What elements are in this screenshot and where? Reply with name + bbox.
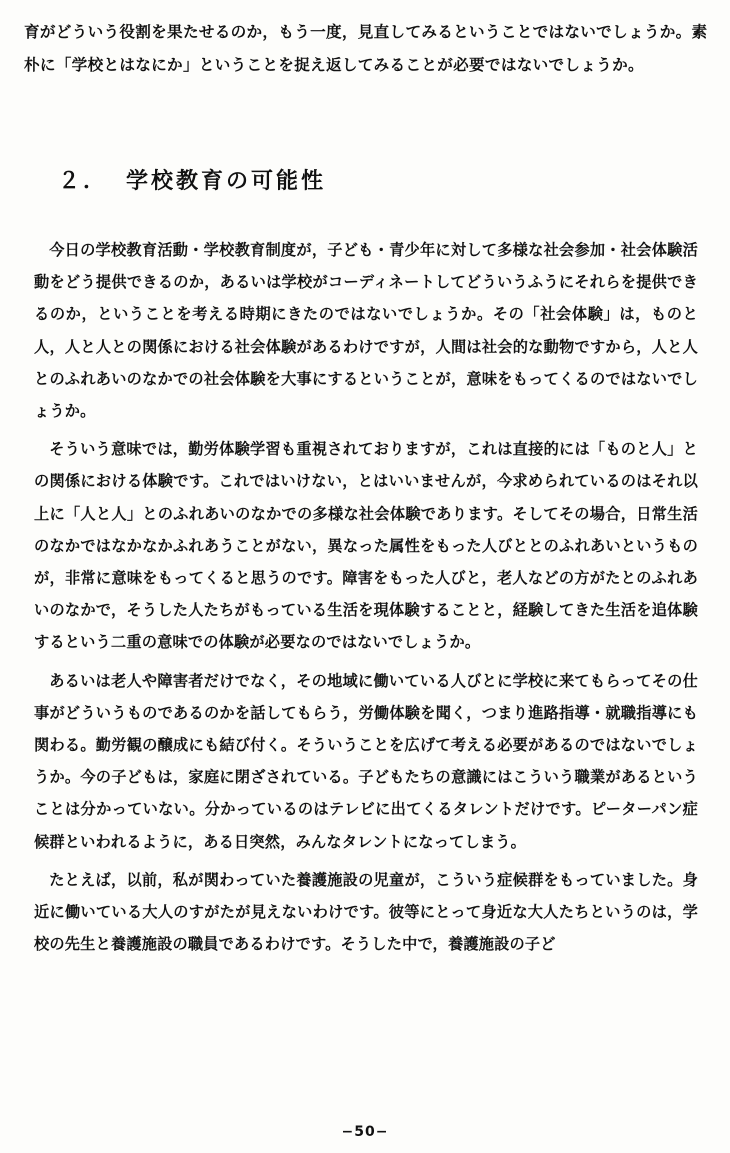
section-heading bbox=[58, 164, 326, 195]
body-paragraph: あるいは老人や障害者だけでなく，その地域に働いている人びとに学校に来てもらってその仕事がどういうものであるのかを話してもらう，労働体験を聞く，つまり進路指導・就職指導にも関わる。勤労観の醸成にも結び付く。そういうことを広げて考える必要があるのではないでしょうか。今の子どもは，家庭に閉ざされている。子どもたちの意識にはこういう職業があるということは分かっていない。分かっているのはテレビに出てくるタレントだけです。ピーターパン症候群といわれるように，ある日突然，みんなタレントになってしまう。 bbox=[34, 671, 698, 851]
body-paragraph: 今日の学校教育活動・学校教育制度が，子ども・青少年に対して多様な社会参加・社会体験活動をどう提供できるのか，あるいは学校がコーディネートしてどういうふうにそれらを提供できるのか，ということを考える時期にきたのではないでしょうか。その「社会体験」は，ものと人，人と人との関係における社会体験があるわけですが，人間は社会的な動物ですから，人と人とのふれあいのなかでの社会体験を大事にするということが，意味をもってくるのではないでしょうか。 bbox=[34, 241, 698, 421]
page-number: −50− bbox=[341, 1124, 389, 1140]
body-paragraph: そういう意味では，勤労体験学習も重視されておりますが，これは直接的には「ものと人」との関係における体験です。これではいけない，とはいいませんが，今求められているのはそれ以上に「人と人」とのふれあいのなかでの多様な社会体験であります。そしてその場合，日常生活のなかではなかなかふれあうことがない，異なった属性をもった人びととのふれあいというものが，非常に意味をもってくると思うのです。障害をもった人びと，老人などの方がたとのふれあいのなかで，そうした人たちがもっている生活を現体験することと，経験してきた生活を追体験するという二重の意味での体験が必要なのではないでしょうか。 bbox=[34, 440, 698, 652]
section-title: 学校教育の可能性 bbox=[126, 169, 327, 194]
section-body bbox=[34, 234, 698, 966]
body-paragraph: たとえば，以前，私が関わっていた養護施設の児童が，こういう症候群をもっていました。身近に働いている大人のすがたが見えないわけです。彼等にとって身近な大人たちというのは，学校の先生と養護施設の職員であるわけです。そうした中で，養護施設の子ど bbox=[34, 870, 698, 954]
section-number: ２． bbox=[58, 169, 109, 194]
intro-paragraph bbox=[24, 16, 710, 82]
intro-text: 育がどういう役割を果たせるのか，もう一度，見直してみるということではないでしょうか。素朴に「学校とはなにか」ということを捉え返してみることが必要ではないでしょうか。 bbox=[24, 23, 708, 74]
